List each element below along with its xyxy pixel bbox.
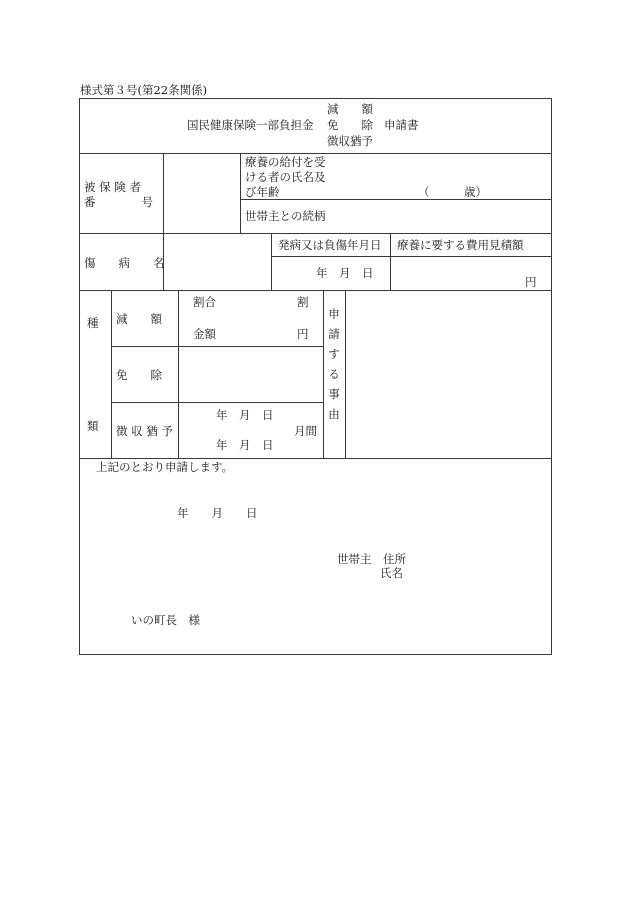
form-title-suffix: 申請書 [384,118,419,132]
form-number: 様式第３号(第22条関係) [80,83,208,97]
recipient-name-label-line3: び年齢 [245,185,280,199]
amount-label: 金額 [193,327,216,341]
reason-char-2: 請 [328,327,340,341]
form-title-prefix: 国民健康保険一部負担金 [187,118,314,132]
type-label-top: 種 [87,316,99,330]
onset-date-label: 発病又は負傷年月日 [278,238,382,252]
householder-name-label: 氏名 [380,566,403,580]
age-value: （ 歳） [418,185,487,199]
amount-unit: 円 [297,327,309,341]
cost-unit: 円 [525,275,537,289]
option-reduction: 減 額 [327,102,373,116]
option-deferral: 徴収猶予 [327,134,373,148]
recipient-name-label-line2: ける者の氏名及 [245,170,326,184]
ratio-label: 割合 [193,295,216,309]
reduction-label: 減 額 [116,312,162,326]
reason-label [326,307,342,427]
reason-char-4: る [328,367,340,381]
insured-number-label-line1: 被 保 険 者 [84,180,141,194]
exemption-input[interactable] [179,347,322,401]
recipient-name-label-line1: 療養の給付を受 [245,155,326,169]
reason-char-6: 由 [328,407,340,421]
reason-char-5: 事 [328,387,340,401]
option-exemption: 免 除 [327,118,373,132]
householder-title: 世帯主 [337,552,372,566]
reason-input[interactable] [346,291,551,457]
type-label-bottom: 類 [87,419,99,433]
apply-date[interactable]: 年 月 日 [177,506,258,520]
deferral-start-date[interactable]: 年 月 日 [216,408,274,422]
recipient-mayor: いの町長 様 [131,613,200,627]
insured-number-input[interactable] [164,154,239,232]
exemption-label: 免 除 [116,368,162,382]
deferral-label: 徴 収 猶 予 [116,424,173,438]
cost-label: 療養に要する費用見積額 [397,238,524,252]
ratio-unit: 割 [297,295,309,309]
statement: 上記のとおり申請します。 [96,460,234,474]
relation-input[interactable] [341,200,551,232]
deferral-period-unit: 月間 [294,424,317,438]
householder-address-label: 住所 [383,552,406,566]
insured-number-label-line2: 番 号 [84,195,153,209]
reason-char-3: す [328,347,340,361]
illness-input[interactable] [164,234,270,289]
illness-label: 傷 病 名 [84,256,165,270]
deferral-end-date[interactable]: 年 月 日 [216,438,274,452]
reason-char-1: 申 [328,307,340,321]
onset-date-value[interactable]: 年 月 日 [316,266,374,280]
relation-label: 世帯主との続柄 [245,209,326,223]
